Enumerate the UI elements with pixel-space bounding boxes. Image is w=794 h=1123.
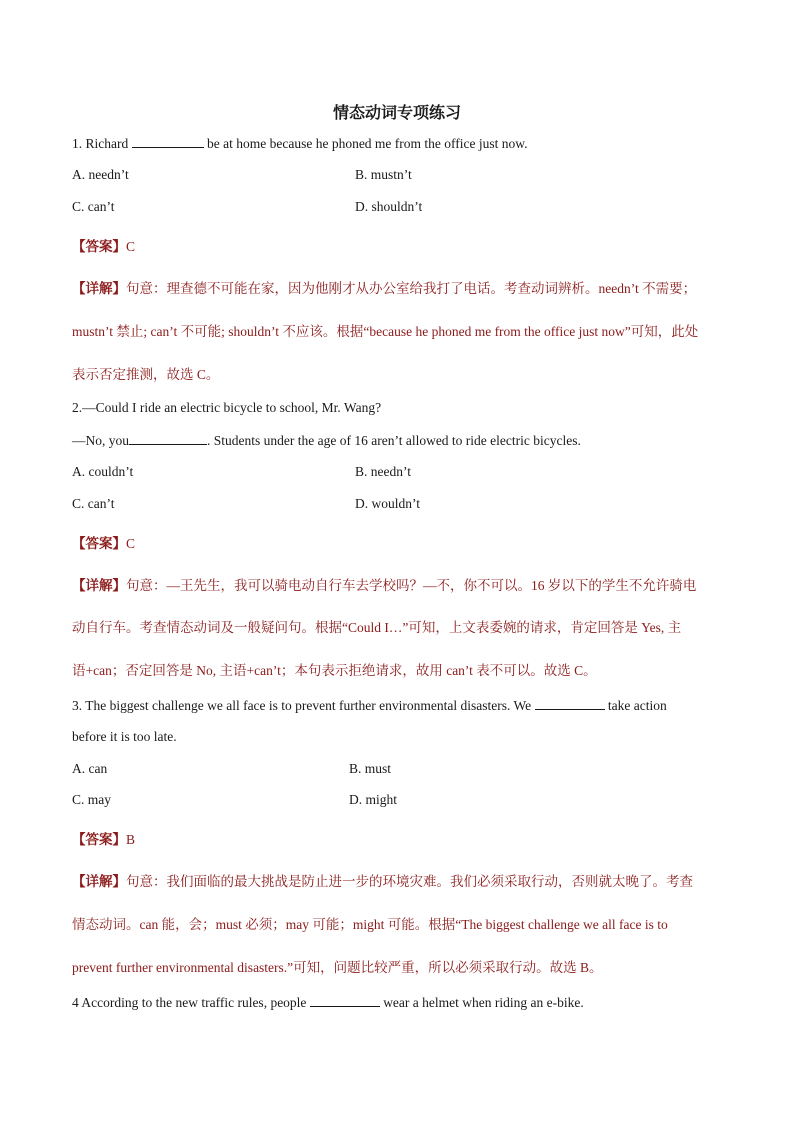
question-2-option-c: C. can’t: [72, 496, 115, 511]
question-3-option-b: B. must: [349, 761, 392, 776]
answer-value: C: [126, 536, 136, 551]
detail-label: 【详解】: [72, 874, 126, 889]
detail-label: 【详解】: [72, 578, 126, 593]
question-2-detail-line-3: 语+can；否定回答是 No, 主语+can’t；本句表示拒绝请求，故用 can’t 表不可以。故选 C。: [72, 663, 597, 678]
question-1-blank: [132, 135, 204, 148]
question-2-blank: [129, 432, 207, 445]
question-2-line-1: 2.—Could I ride an electric bicycle to school, Mr. Wang?: [72, 400, 382, 415]
question-3-blank: [535, 697, 605, 710]
question-2-line-2-start: —No, you: [72, 433, 129, 448]
question-3-line-1: [72, 697, 667, 714]
question-3-line-1-end: take action: [607, 698, 667, 713]
question-4-stem-start: 4 According to the new traffic rules, people: [72, 995, 307, 1010]
question-3-option-a: A. can: [72, 761, 108, 776]
question-1-detail-line-3: 表示否定推测，故选 C。: [72, 367, 220, 382]
question-2-line-2-end: . Students under the age of 16 aren’t allowed to ride electric bicycles.: [207, 433, 581, 448]
question-1-answer: [72, 235, 135, 255]
question-1-detail-line-2: mustn’t 禁止; can’t 不可能; shouldn’t 不应该。根据“because he phoned me from the office just now”可知，此处: [72, 324, 699, 339]
question-1-detail-line-1: [72, 277, 696, 297]
question-2-option-b: B. needn’t: [355, 464, 411, 479]
question-1-stem-end: be at home because he phoned me from the office just now.: [207, 136, 528, 151]
question-1-option-d: D. shouldn’t: [355, 199, 423, 214]
question-1-stem-start: 1. Richard: [72, 136, 129, 151]
question-4-blank: [310, 994, 380, 1007]
question-2-option-a: A. couldn’t: [72, 464, 134, 479]
question-3-option-c: C. may: [72, 792, 111, 807]
question-1-option-c: C. can’t: [72, 199, 115, 214]
question-1-stem: [72, 135, 528, 152]
detail-text: 句意：理查德不可能在家，因为他刚才从办公室给我打了电话。考查动词辨析。needn’t 不需要；: [126, 281, 697, 296]
answer-value: B: [126, 832, 136, 847]
question-3-line-2: before it is too late.: [72, 729, 177, 744]
answer-label: 【答案】: [72, 832, 126, 847]
question-3-detail-line-2: 情态动词。can 能，会；must 必须；may 可能；might 可能。根据“The biggest challenge we all face is to: [72, 917, 668, 932]
answer-label: 【答案】: [72, 239, 126, 254]
question-1-option-a: A. needn’t: [72, 167, 129, 182]
question-4-stem: [72, 994, 584, 1011]
question-3-answer: [72, 828, 135, 848]
question-3-option-d: D. might: [349, 792, 398, 807]
question-3-detail-line-3: prevent further environmental disasters.”可知，问题比较严重，所以必须采取行动。故选 B。: [72, 960, 603, 975]
question-3-detail-line-1: [72, 870, 693, 890]
detail-label: 【详解】: [72, 281, 126, 296]
question-4-stem-end: wear a helmet when riding an e-bike.: [383, 995, 584, 1010]
question-2-line-2: [72, 432, 581, 449]
detail-text: 句意：我们面临的最大挑战是防止进一步的环境灾难。我们必须采取行动，否则就太晚了。考查: [126, 874, 693, 889]
question-2-detail-line-2: 动自行车。考查情态动词及一般疑问句。根据“Could I…”可知，上文表委婉的请求，肯定回答是 Yes, 主: [72, 620, 682, 635]
question-3-line-1-start: 3. The biggest challenge we all face is to prevent further environmental disasters. We: [72, 698, 532, 713]
question-2-answer: [72, 532, 135, 552]
question-1-option-b: B. mustn’t: [355, 167, 412, 182]
answer-value: C: [126, 239, 136, 254]
question-2-option-d: D. wouldn’t: [355, 496, 421, 511]
question-2-detail-line-1: [72, 574, 696, 594]
answer-label: 【答案】: [72, 536, 126, 551]
page-title: 情态动词专项练习: [332, 105, 461, 122]
detail-text: 句意：—王先生，我可以骑电动自行车去学校吗？—不，你不可以。16 岁以下的学生不允许骑电: [126, 578, 697, 593]
